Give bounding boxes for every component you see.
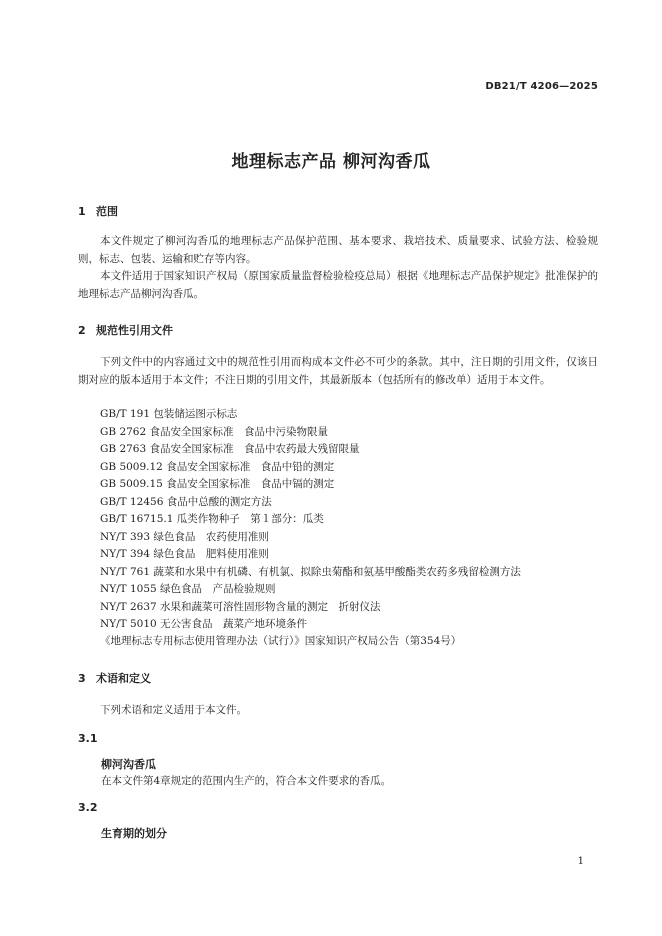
- section-2-title: 规范性引用文件: [96, 324, 173, 337]
- reference-item: GB/T 16715.1 瓜类作物种子 第１部分：瓜类: [100, 513, 324, 525]
- reference-item: NY/T 393 绿色食品 农药使用准则: [100, 530, 269, 543]
- section-1-title: 范围: [96, 205, 118, 218]
- term-3-1: 柳河沟香瓜: [101, 758, 156, 771]
- section-3-heading: [78, 670, 151, 686]
- reference-item: GB/T 191 包装储运图示标志: [100, 408, 238, 420]
- reference-extra: 《地理标志专用标志使用管理办法（试行）》国家知识产权局公告（第354号）: [100, 635, 462, 647]
- reference-item: NY/T 761 蔬菜和水果中有机磷、有机氯、拟除虫菊酯和氨基甲酸酯类农药多残留检测方法: [100, 565, 521, 578]
- term-3-2: 生育期的划分: [101, 827, 167, 840]
- reference-list: [100, 406, 600, 634]
- clause-3-2-number: 3.2: [78, 801, 98, 814]
- reference-item: NY/T 1055 绿色食品 产品检验规则: [100, 583, 276, 595]
- reference-item: GB 5009.15 食品安全国家标准 食品中镉的测定: [100, 478, 335, 490]
- section-1-paragraph-2: 本文件适用于国家知识产权局（原国家质量监督检验检疫总局）根据《地理标志产品保护规定》批准保护的地理标志产品柳河沟香瓜。: [78, 270, 598, 300]
- section-2-heading: [78, 322, 173, 338]
- clause-3-1-number: 3.1: [78, 732, 98, 745]
- section-2-intro: 下列文件中的内容通过文中的规范性引用而构成本文件必不可少的条款。其中，注日期的引用文件，仅该日期对应的版本适用于本文件；不注日期的引用文件，其最新版本（包括所有的修改单）适用于本文件。: [78, 356, 598, 386]
- definition-3-1: 在本文件第4章规定的范围内生产的，符合本文件要求的香瓜。: [101, 775, 392, 787]
- standard-code: DB21/T 4206—2025: [485, 81, 598, 92]
- reference-item: NY/T 2637 水果和蔬菜可溶性固形物含量的测定 折射仪法: [100, 600, 381, 613]
- reference-item: NY/T 5010 无公害食品 蔬菜产地环境条件: [100, 618, 308, 630]
- section-1-number: 1: [78, 205, 86, 218]
- reference-item: GB 2762 食品安全国家标准 食品中污染物限量: [100, 425, 328, 438]
- section-3-intro: 下列术语和定义适用于本文件。: [100, 704, 247, 716]
- section-2-number: 2: [78, 324, 86, 337]
- reference-item: GB/T 12456 食品中总酸的测定方法: [100, 495, 272, 508]
- section-1-paragraph-1: 本文件规定了柳河沟香瓜的地理标志产品保护范围、基本要求、栽培技术、质量要求、试验方法、检验规则，标志、包装、运输和贮存等内容。: [78, 235, 598, 265]
- section-3-title: 术语和定义: [96, 672, 151, 685]
- section-3-number: 3: [78, 672, 86, 685]
- reference-item: NY/T 394 绿色食品 肥料使用准则: [100, 548, 269, 560]
- section-1-heading: [78, 203, 118, 219]
- document-title: 地理标志产品 柳河沟香瓜: [231, 152, 431, 172]
- reference-item: GB 2763 食品安全国家标准 食品中农药最大残留限量: [100, 443, 360, 455]
- reference-item: GB 5009.12 食品安全国家标准 食品中铅的测定: [100, 460, 335, 473]
- page-number: 1: [577, 856, 584, 867]
